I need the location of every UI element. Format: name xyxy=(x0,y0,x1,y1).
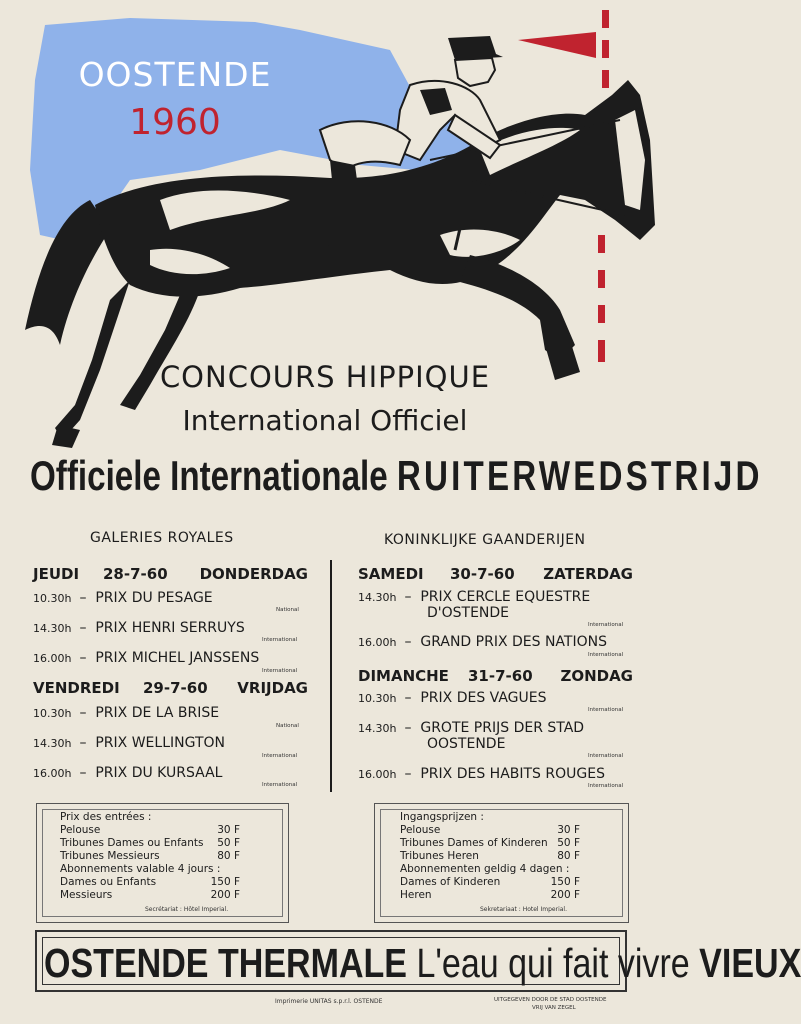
event-level: International xyxy=(262,668,298,674)
venue-right: KONINKLIJKE GAANDERIJEN xyxy=(384,532,586,548)
event-row: 10.30h – PRIX DU PESAGE xyxy=(33,590,213,606)
publisher-imprint-2: VRIJ VAN ZEGEL xyxy=(532,1005,576,1011)
secretariat-nl: Sekretariaat : Hotel Imperial. xyxy=(480,906,568,913)
prices-list-nl: Pelouse 30 F Tribunes Dames of Kinderen 50 F Tribunes Heren 80 F Abonnementen geldig 4 dagen : Dames of Kinderen 150 F Heren 200 F xyxy=(400,824,580,901)
venue-left: GALERIES ROYALES xyxy=(90,530,234,546)
city-title: OOSTENDE xyxy=(78,55,272,94)
red-flag xyxy=(518,32,596,58)
title-international: International Officiel xyxy=(182,404,468,437)
event-row: 16.00h – PRIX DU KURSAAL xyxy=(33,765,223,781)
event-row-cont: OOSTENDE xyxy=(427,736,506,752)
day-samedi: SAMEDI 30-7-60 ZATERDAG xyxy=(358,565,633,583)
event-level: International xyxy=(588,652,624,658)
title-ruiter-b: RUITERWEDSTRIJD xyxy=(396,452,763,499)
event-row: 16.00h – PRIX MICHEL JANSSENS xyxy=(33,650,260,666)
event-level: International xyxy=(588,783,624,789)
slogan: OSTENDE THERMALE L'eau qui fait vivre VIEUX xyxy=(44,940,801,986)
day-vendredi: VENDREDI 29-7-60 VRIJDAG xyxy=(33,679,308,697)
event-level: International xyxy=(588,753,624,759)
secretariat-fr: Secrétariat : Hôtel Imperial. xyxy=(145,906,229,913)
event-row: 16.00h – PRIX DES HABITS ROUGES xyxy=(358,766,605,782)
event-level: International xyxy=(262,782,298,788)
event-level: National xyxy=(276,723,299,729)
event-level: International xyxy=(588,707,624,713)
column-divider xyxy=(330,560,332,792)
event-level: International xyxy=(588,622,624,628)
day-jeudi: JEUDI 28-7-60 DONDERDAG xyxy=(33,565,308,583)
title-ruiterwedstrijd xyxy=(30,452,763,500)
title-ruiter-a: Officiele Internationale xyxy=(30,452,388,499)
event-row: 16.00h – GRAND PRIX DES NATIONS xyxy=(358,634,607,650)
event-level: International xyxy=(262,753,298,759)
event-row-cont: D'OSTENDE xyxy=(427,605,510,621)
event-row: 14.30h – PRIX WELLINGTON xyxy=(33,735,225,751)
event-row: 10.30h – PRIX DE LA BRISE xyxy=(33,705,220,721)
publisher-imprint-1: UITGEGEVEN DOOR DE STAD OOSTENDE xyxy=(494,997,607,1003)
printer-imprint: Imprimerie UNITAS s.p.r.l. OSTENDE xyxy=(275,998,383,1005)
event-row: 14.30h – PRIX HENRI SERRUYS xyxy=(33,620,245,636)
event-row: 10.30h – PRIX DES VAGUES xyxy=(358,690,547,706)
year-title: 1960 xyxy=(129,102,221,143)
event-level: National xyxy=(276,607,299,613)
event-row: 14.30h – GROTE PRIJS DER STAD xyxy=(358,720,585,736)
day-dimanche: DIMANCHE 31-7-60 ZONDAG xyxy=(358,667,633,685)
prices-title: Ingangsprijzen : xyxy=(400,811,484,823)
prices-list-fr: Pelouse 30 F Tribunes Dames ou Enfants 50 F Tribunes Messieurs 80 F Abonnements valable 4 jours : Dames ou Enfants 150 F Messieurs 200 F xyxy=(60,824,240,901)
event-row: 14.30h – PRIX CERCLE EQUESTRE xyxy=(358,589,591,605)
title-concours: CONCOURS HIPPIQUE xyxy=(159,360,491,394)
prices-title: Prix des entrées : xyxy=(60,811,152,823)
event-level: International xyxy=(262,637,298,643)
